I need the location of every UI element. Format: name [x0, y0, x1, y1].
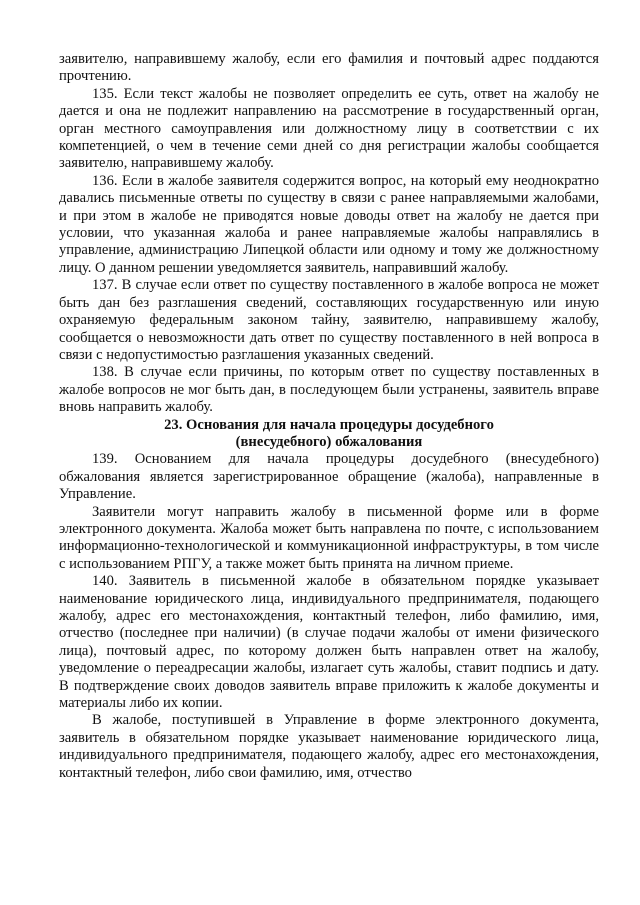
- paragraph-136: 136. Если в жалобе заявителя содержится вопрос, на который ему неоднократно давались письменные ответы по существу в связи с ранее направляемыми жалобами, и при этом в жалобе не приводятся новые доводы ответ на жалобу не дается при условии, что указанная жалоба и ранее направляемые жалобы направлялись в управление, администрацию Липецкой области или одному и тому же должностному лицу. О данном решении уведомляется заявитель, направивший жалобу.: [59, 172, 599, 276]
- paragraph-140: 140. Заявитель в письменной жалобе в обязательном порядке указывает наименование юридического лица, индивидуального предпринимателя, подающего жалобу, адрес его местонахождения, контактный телефон, либо фамилию, имя, отчество (последнее при наличии) (в случае подачи жалобы от имени физического лица), почтовый адрес, по которому должен быть направлен ответ на жалобу, уведомление о переадресации жалобы, излагает суть жалобы, ставит подпись и дату. В подтверждение своих доводов заявитель вправе приложить к жалобе документы и материалы либо их копии.: [59, 573, 599, 712]
- section-heading-line-2: (внесудебного) обжалования: [235, 433, 423, 450]
- section-heading-23: [59, 417, 599, 452]
- paragraph-138: 138. В случае если причины, по которым ответ по существу поставленных в жалобе вопросов не мог быть дан, в последующем были устранены, заявитель вправе вновь направить жалобу.: [59, 364, 599, 416]
- paragraph-139: 139. Основанием для начала процедуры досудебного (внесудебного) обжалования является зарегистрированное обращение (жалоба), направленные в Управление.: [59, 451, 599, 503]
- paragraph-140-continued: В жалобе, поступившей в Управление в форме электронного документа, заявитель в обязательном порядке указывает наименование юридического лица, индивидуального предпринимателя, подающего жалобу, адрес его местонахождения, контактный телефон, либо свои фамилию, имя, отчество: [59, 712, 599, 781]
- document-body: [59, 51, 599, 782]
- paragraph-intro: заявителю, направившему жалобу, если его фамилия и почтовый адрес поддаются прочтению.: [59, 51, 599, 85]
- section-heading-line-1: 23. Основания для начала процедуры досудебного: [164, 416, 494, 433]
- paragraph-137: 137. В случае если ответ по существу поставленного в жалобе вопроса не может быть дан без разглашения сведений, составляющих государственную или иную охраняемую федеральным законом тайну, заявителю, направившему жалобу, сообщается о невозможности дать ответ по существу поставленного в ней вопроса в связи с недопустимостью разглашения указанных сведений.: [59, 277, 599, 363]
- paragraph-135: 135. Если текст жалобы не позволяет определить ее суть, ответ на жалобу не дается и она не подлежит направлению на рассмотрение в государственный орган, орган местного самоуправления или должностному лицу в соответствии с их компетенцией, о чем в течение семи дней со дня регистрации жалобы сообщается заявителю, направившему жалобу.: [59, 85, 599, 172]
- paragraph-139-continued: Заявители могут направить жалобу в письменной форме или в форме электронного документа. Жалоба может быть направлена по почте, с использованием информационно-технологической и коммуникационной инфраструктуры, в том числе с использованием РПГУ, а также может быть принята на личном приеме.: [59, 503, 599, 572]
